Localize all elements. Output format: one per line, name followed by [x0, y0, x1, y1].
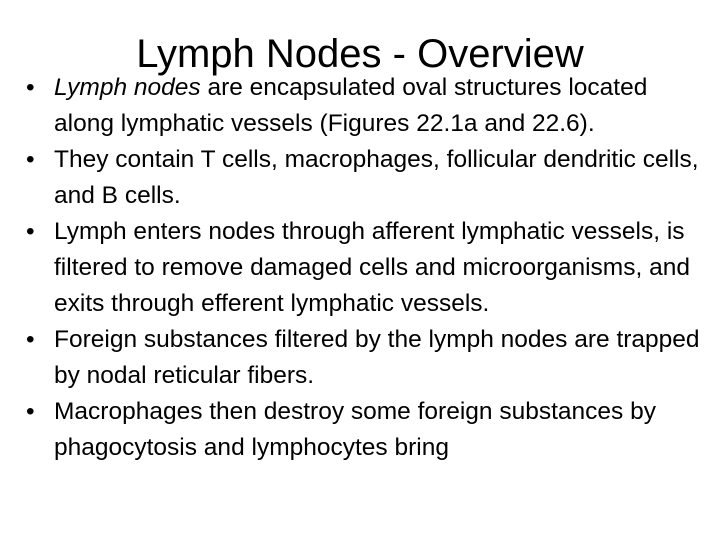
- bullet-item: [24, 142, 714, 214]
- bullet-item: [24, 70, 714, 142]
- bullet-item: [24, 394, 714, 466]
- bullet-text: Foreign substances filtered by the lymph nodes are trapped by nodal reticular fibers.: [54, 326, 700, 389]
- bullet-text: are encapsulated oval structures located along lymphatic vessels (Figures 22.1a and 22.6).: [54, 74, 648, 137]
- bullet-emphasis: Lymph nodes: [54, 74, 201, 101]
- bullet-text: They contain T cells, macrophages, follicular dendritic cells, and B cells.: [54, 146, 699, 209]
- slide-title: Lymph Nodes - Overview: [136, 32, 584, 76]
- bullet-text: Macrophages then destroy some foreign substances by phagocytosis and lymphocytes bring: [54, 398, 656, 461]
- bullet-icon: •: [26, 398, 35, 425]
- bullet-item: [24, 322, 714, 394]
- bullet-list: [24, 70, 714, 466]
- bullet-icon: •: [26, 146, 35, 173]
- bullet-item: [24, 214, 714, 322]
- bullet-icon: •: [26, 326, 35, 353]
- bullet-text: Lymph enters nodes through afferent lymphatic vessels, is filtered to remove damaged cells and microorganisms, and exits through efferent lymphatic vessels.: [54, 218, 690, 317]
- bullet-icon: •: [26, 74, 35, 101]
- bullet-icon: •: [26, 218, 35, 245]
